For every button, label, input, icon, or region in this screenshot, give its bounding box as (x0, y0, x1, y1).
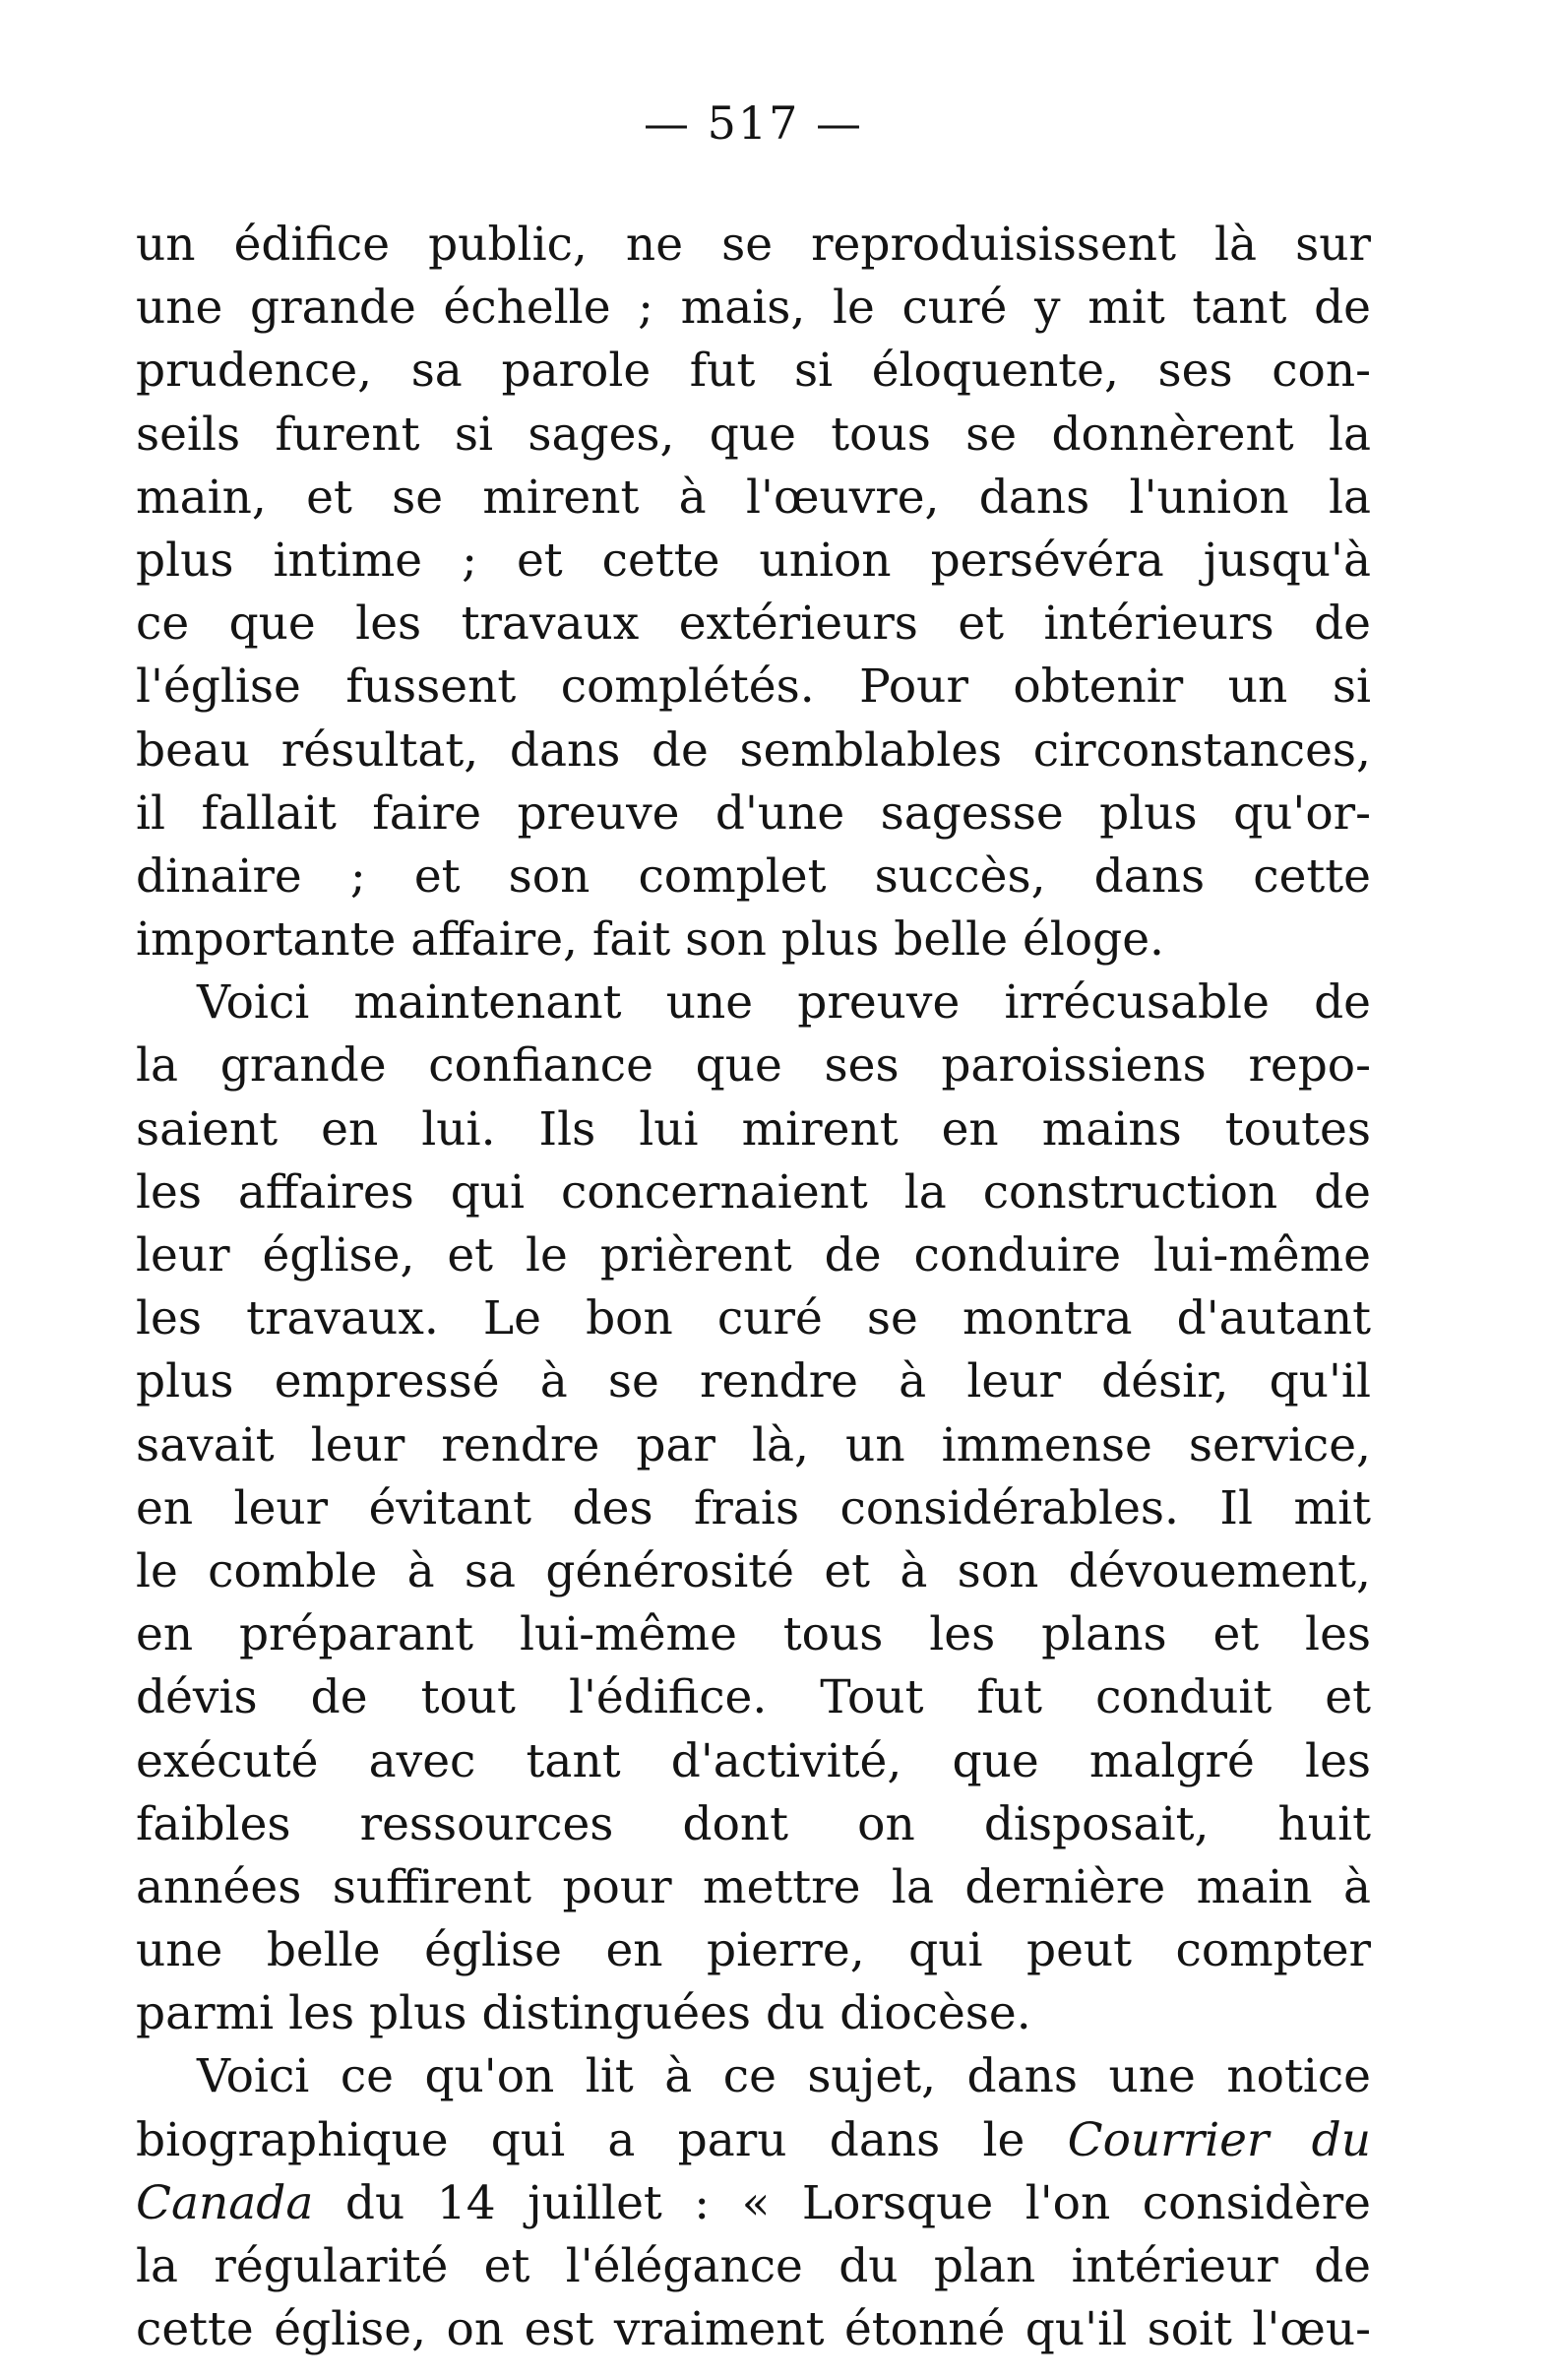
text-line (136, 404, 1371, 467)
line-text: un édifice public, ne se reproduisissent là sur (136, 218, 1371, 272)
line-text: les affaires qui concernaient la construction de (136, 1164, 1371, 1220)
line-text: années suffirent pour mettre la dernière main à (136, 1859, 1371, 1914)
text-line (136, 1161, 1371, 1224)
line-text: une belle église en pierre, qui peut compter (136, 1923, 1371, 1978)
text-line (136, 656, 1371, 719)
line-text: exécuté avec tant d'activité, que malgré les (136, 1733, 1371, 1788)
text-line (136, 1540, 1371, 1603)
line-text: une grande échelle ; mais, le curé y mit tant de (136, 281, 1371, 336)
text-line (136, 908, 1371, 971)
text-line (136, 1666, 1371, 1729)
text-line (136, 277, 1371, 340)
line-text: cette église, on est vraiment étonné qu'il soit l'œu- (136, 2302, 1371, 2357)
line-text: plus empressé à se rendre à leur désir, qu'il (136, 1354, 1371, 1409)
line-text: ce que les travaux extérieurs et intérieurs de (136, 596, 1371, 652)
text-line (136, 846, 1371, 908)
line-text: prudence, sa parole fut si éloquente, ses con- (136, 344, 1371, 399)
line-text: l'église fussent complétés. Pour obtenir un si (136, 659, 1371, 715)
text-line (136, 783, 1371, 846)
text-line (136, 720, 1371, 783)
text-line (136, 2109, 1371, 2172)
line-text: en préparant lui-même tous les plans et les (136, 1607, 1371, 1662)
line-text: la régularité et l'élégance du plan intérieur de (136, 2239, 1371, 2293)
text-line (136, 971, 1371, 1034)
line-text: le comble à sa générosité et à son dévouement, (136, 1543, 1371, 1598)
line-text: biographique qui a paru dans le (136, 2112, 1025, 2167)
line-text: Voici ce qu'on lit à ce sujet, dans une notice (197, 2049, 1371, 2104)
line-text: Voici maintenant une preuve irrécusable de (197, 975, 1371, 1031)
line-text: savait leur rendre par là, un immense service, (136, 1417, 1371, 1472)
line-text: les travaux. Le bon curé se montra d'autant (136, 1291, 1371, 1347)
line-text: saient en lui. Ils lui mirent en mains toutes (136, 1101, 1371, 1157)
italic-text: Courrier du (1067, 2112, 1371, 2167)
text-line (136, 1603, 1371, 1666)
line-text: il fallait faire preuve d'une sagesse plus qu'or- (136, 785, 1371, 841)
line-text: seils furent si sages, que tous se donnèrent la (136, 407, 1371, 462)
text-line (136, 593, 1371, 656)
line-text: dévis de tout l'édifice. Tout fut conduit et (136, 1670, 1371, 1725)
text-line (136, 530, 1371, 593)
line-text: main, et se mirent à l'œuvre, dans l'union la (136, 470, 1371, 525)
line-text: dinaire ; et son complet succès, dans cette (136, 848, 1371, 904)
text-line (136, 214, 1371, 277)
text-line (136, 2172, 1371, 2235)
text-line (136, 1982, 1371, 2045)
line-text: du 14 juillet : « Lorsque l'on considère (344, 2175, 1371, 2230)
text-line (136, 1224, 1371, 1287)
text-line (136, 1793, 1371, 1856)
text-line (136, 1098, 1371, 1161)
line-text: beau résultat, dans de semblables circonstances, (136, 722, 1371, 778)
text-line (136, 2298, 1371, 2361)
text-line (136, 1919, 1371, 1982)
line-text: leur église, et le prièrent de conduire lui-même (136, 1228, 1371, 1283)
page-number: — 517 — (643, 96, 864, 150)
text-line (136, 340, 1371, 403)
italic-text: Canada (136, 2175, 314, 2230)
text-line (136, 2235, 1371, 2298)
text-line (136, 1477, 1371, 1540)
line-text: importante affaire, fait son plus belle éloge. (136, 912, 1164, 968)
line-text: la grande confiance que ses paroissiens repo- (136, 1038, 1371, 1094)
text-line (136, 1856, 1371, 1919)
text-line (136, 1034, 1371, 1097)
text-line (136, 1730, 1371, 1793)
body-text (136, 214, 1371, 2361)
text-line (136, 1414, 1371, 1477)
book-page (136, 94, 1371, 2357)
line-text: plus intime ; et cette union persévéra jusqu'à (136, 532, 1371, 588)
line-text: faibles ressources dont on disposait, huit (136, 1796, 1371, 1851)
line-text: parmi les plus distinguées du diocèse. (136, 1986, 1031, 2041)
text-line (136, 1287, 1371, 1350)
text-line (136, 2045, 1371, 2108)
line-text: en leur évitant des frais considérables. Il mit (136, 1480, 1371, 1535)
text-line (136, 1350, 1371, 1413)
text-line (136, 467, 1371, 530)
